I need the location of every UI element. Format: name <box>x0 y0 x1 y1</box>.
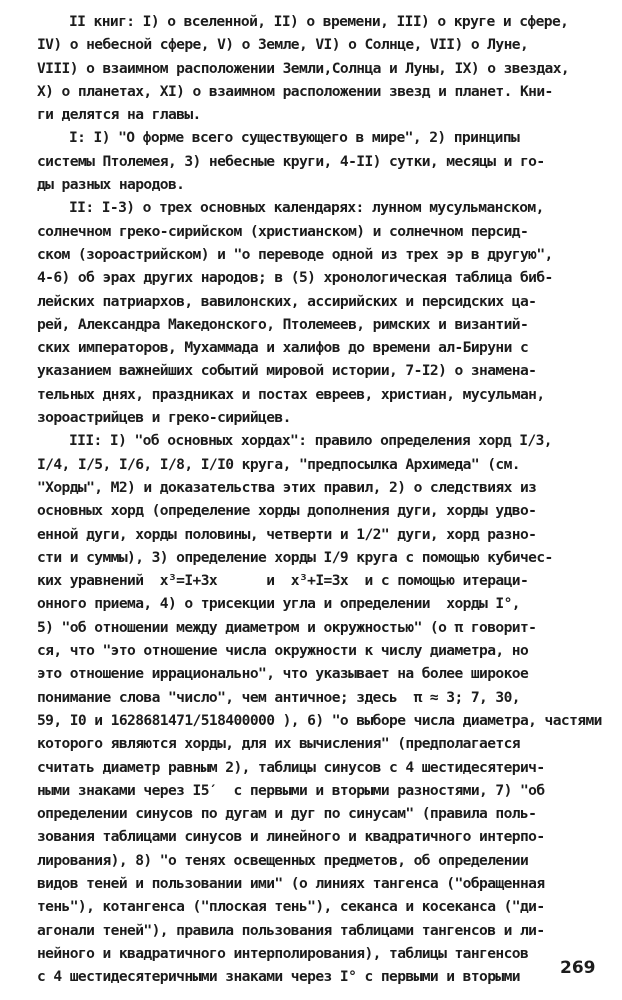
text-line: зороастрийцев и греко-сирийцев. <box>37 409 291 427</box>
text-line: ды разных народов. <box>37 176 185 194</box>
text-line: солнечном греко-сирийском (христианском) и солнечном персид- <box>37 222 529 240</box>
text-line: X) о планетах, XI) о взаимном расположении звезд и планет. Кни- <box>37 82 553 100</box>
text-line: с 4 шестидесятеричными знаками через I° с первыми и вторыми <box>37 968 520 986</box>
text-line: основных хорд (определение хорды дополнения дуги, хорды удво- <box>37 502 537 520</box>
text-line: онного приема, 4) о трисекции угла и определении хорды I°, <box>37 595 520 613</box>
text-line: ском (зороастрийском) и "о переводе одной из трех эр в другую", <box>37 245 553 263</box>
text-line: II книг: I) о вселенной, II) о времени, III) о круге и сфере, <box>69 13 569 30</box>
text-line: видов теней и пользовании ими" (о линиях тангенса ("обращенная <box>37 874 545 892</box>
text-line: определении синусов по дугам и дуг по синусам" (правила поль- <box>37 805 537 823</box>
text-line: ги делятся на главы. <box>37 106 201 124</box>
text-line: I: I) "О форме всего существующего в мире", 2) принципы <box>69 129 520 147</box>
text-line: которого являются хорды, для их вычисления" (предполагается <box>37 735 520 753</box>
text-line: IV) о небесной сфере, V) о Земле, VI) о Солнце, VII) о Луне, <box>37 36 529 54</box>
text-line: тельных днях, праздниках и постах евреев, христиан, мусульман, <box>37 385 545 403</box>
text-line: I/4, I/5, I/6, I/8, I/I0 круга, "предпосылка Архимеда" (см. <box>37 455 520 473</box>
text-line: ских императоров, Мухаммада и халифов до времени ал-Бируни с <box>37 339 529 357</box>
document-body <box>37 10 602 988</box>
text-line: понимание слова "число", чем античное; здесь π ≈ 3; 7, 30, <box>37 688 520 706</box>
text-line: III: I) "об основных хордах": правило определения хорд I/3, <box>69 432 552 450</box>
text-line: лирования), 8) "о тенях освещенных предметов, об определении <box>37 851 529 869</box>
page-number: 269 <box>560 958 596 978</box>
text-line: II: I-3) о трех основных календарях: лунном мусульманском, <box>69 199 544 217</box>
text-line: ся, что "это отношение числа окружности к числу диаметра, но <box>37 642 529 660</box>
text-line: "Хорды", М2) и доказательства этих правил, 2) о следствиях из <box>37 478 537 496</box>
text-line: рей, Александра Македонского, Птолемеев, римских и византий- <box>37 315 529 333</box>
text-line: 59, I0 и 1628681471/518400000 ), 6) "о выборе числа диаметра, частями <box>37 711 602 729</box>
text-line: сти и суммы), 3) определение хорды I/9 круга с помощью кубичес- <box>37 548 553 566</box>
text-line: ких уравнений x³=I+3x и x³+I=3x и с помощью итераци- <box>37 572 529 590</box>
text-line: лейских патриархов, вавилонских, ассирийских и персидских ца- <box>37 292 537 310</box>
text-line: енной дуги, хорды половины, четверти и 1/2" дуги, хорд разно- <box>37 525 537 543</box>
text-line: нейного и квадратичного интерполирования), таблицы тангенсов <box>37 944 529 962</box>
text-line: ными знаками через I5′ с первыми и вторыми разностями, 7) "об <box>37 781 545 799</box>
text-line: считать диаметр равным 2), таблицы синусов с 4 шестидесятерич- <box>37 758 545 776</box>
text-line: это отношение иррационально", что указывает на более широкое <box>37 665 529 683</box>
text-line: агонали теней"), правила пользования таблицами тангенсов и ли- <box>37 921 545 939</box>
text-line: системы Птолемея, 3) небесные круги, 4-II) сутки, месяцы и го- <box>37 152 545 170</box>
text-line: 4-6) об эрах других народов; в (5) хронологическая таблица биб- <box>37 269 553 287</box>
text-line: тень"), котангенса ("плоская тень"), секанса и косеканса ("ди- <box>37 898 545 916</box>
text-line: VIII) о взаимном расположении Земли,Солнца и Луны, IX) о звездах, <box>37 59 570 77</box>
text-line: зования таблицами синусов и линейного и квадратичного интерпо- <box>37 828 545 846</box>
text-line: 5) "об отношении между диаметром и окружностью" (о π говорит- <box>37 618 537 636</box>
text-line: указанием важнейших событий мировой истории, 7-I2) о знамена- <box>37 362 537 380</box>
